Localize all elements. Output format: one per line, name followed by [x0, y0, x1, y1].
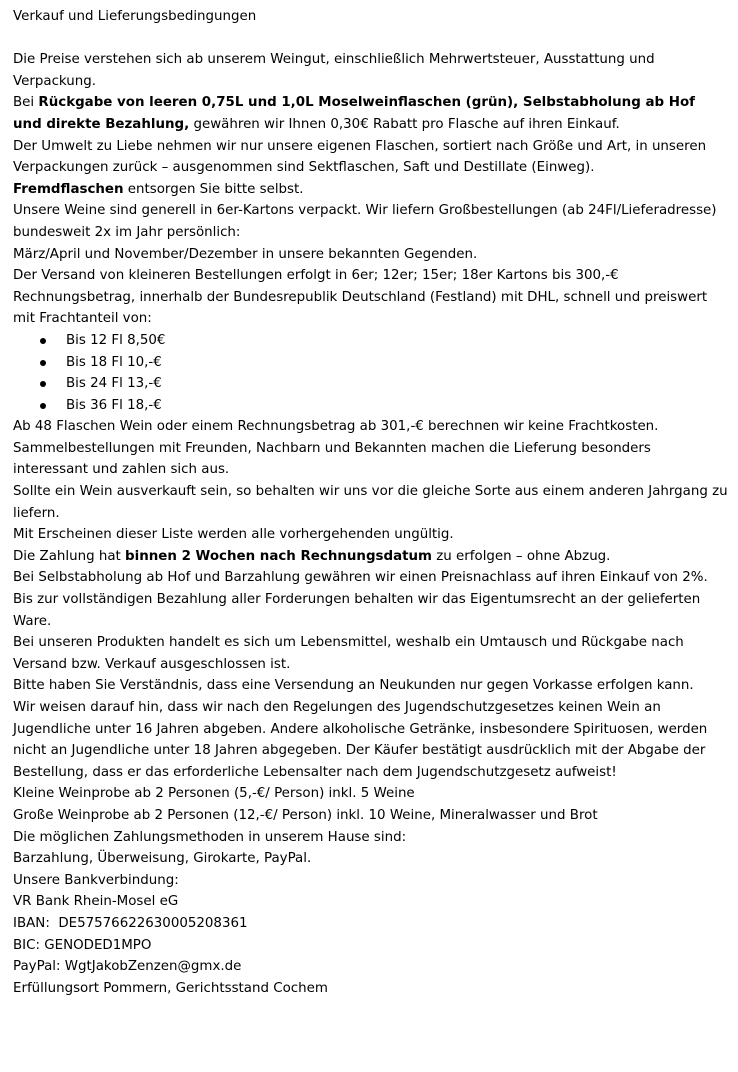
payment-methods-line: Barzahlung, Überweisung, Girokarte, PayPal. [13, 851, 312, 867]
payment-bold: binnen 2 Wochen nach Rechnungsdatum [125, 548, 433, 564]
ownership-paragraph: Bis zur vollständigen Bezahlung aller Forderungen behalten wir das Eigentumsrecht an der gelieferten Ware. [13, 592, 701, 629]
validity-paragraph: Mit Erscheinen dieser Liste werden alle vorhergehenden ungültig. [13, 527, 454, 543]
payment-methods-intro: Die möglichen Zahlungsmethoden in unserem Hause sind: [13, 829, 407, 845]
bullet-icon [40, 360, 46, 366]
bullet-icon [40, 403, 46, 409]
rebate-bold: Rückgabe von leeren 0,75L und 1,0L Moselweinflaschen (grün), Selbstabholung ab Hof und direkte Bezahlung, [13, 95, 695, 132]
group-orders-paragraph: Sammelbestellungen mit Freunden, Nachbarn und Bekannten machen die Lieferung besonders interessant und zahlen sich aus. [13, 440, 651, 478]
payment-terms-paragraph [13, 546, 728, 568]
cash-discount-paragraph: Bei Selbstabholung ab Hof und Barzahlung gewähren wir einen Preisnachlass auf ihren Einkauf von 2%. [13, 570, 708, 586]
shipping-rate-item [13, 373, 728, 395]
large-tasting-line: Große Weinprobe ab 2 Personen (12,-€/ Person) inkl. 10 Weine, Mineralwasser und Brot [13, 807, 598, 823]
bank-name: VR Bank Rhein-Mosel eG [13, 894, 179, 910]
prepayment-paragraph: Bitte haben Sie Verständnis, dass eine Versendung an Neukunden nur gegen Vorkasse erfolgen kann. [13, 678, 694, 694]
shipping-rate-label: Bis 24 Fl 13,-€ [66, 376, 162, 392]
payment-suffix: zu erfolgen – ohne Abzug. [432, 548, 611, 564]
bullet-icon [40, 338, 46, 344]
no-return-paragraph: Bei unseren Produkten handelt es sich um Lebensmittel, weshalb ein Umtausch und Rückgabe nach Versand bzw. Verkauf ausgeschlossen ist. [13, 635, 684, 672]
foreign-bottles-bold: Fremdflaschen [13, 181, 124, 197]
blank-line [13, 28, 728, 50]
shipping-rate-label: Bis 36 Fl 18,-€ [66, 397, 162, 413]
shipping-rate-label: Bis 18 Fl 10,-€ [66, 354, 162, 370]
foreign-bottles-suffix: entsorgen Sie bitte selbst. [123, 181, 304, 197]
document-title: Verkauf und Lieferungsbedingungen [13, 9, 257, 24]
bank-heading: Unsere Bankverbindung: [13, 872, 179, 888]
bic-line: BIC: GENODED1MPO [13, 937, 152, 953]
rebate-suffix: gewähren wir Ihnen 0,30€ Rabatt pro Flasche auf ihren Einkauf. [189, 116, 620, 132]
environment-paragraph: Der Umwelt zu Liebe nehmen wir nur unsere eigenen Flaschen, sortiert nach Größe und Art, in unseren Verpackungen zurück – ausgenommen sind Sektflaschen, Saft und Destillate (Einweg). [13, 138, 707, 176]
iban-line: IBAN: DE57576622630005208361 [13, 915, 248, 931]
payment-prefix: Die Zahlung hat [13, 548, 126, 564]
shipping-rate-item [13, 330, 728, 352]
foreign-bottles-paragraph [13, 179, 728, 201]
paypal-line: PayPal: WgtJakobZenzen@gmx.de [13, 959, 242, 975]
delivery-months-paragraph: März/April und November/Dezember in unsere bekannten Gegenden. [13, 246, 478, 262]
jurisdiction-line: Erfüllungsort Pommern, Gerichtsstand Cochem [13, 980, 328, 996]
small-tasting-line: Kleine Weinprobe ab 2 Personen (5,-€/ Person) inkl. 5 Weine [13, 786, 415, 802]
free-shipping-paragraph: Ab 48 Flaschen Wein oder einem Rechnungsbetrag ab 301,-€ berechnen wir keine Frachtkosten. [13, 419, 659, 435]
shipping-rate-item [13, 352, 728, 374]
prices-paragraph: Die Preise verstehen sich ab unserem Weingut, einschließlich Mehrwertsteuer, Ausstattung und Verpackung. [13, 52, 655, 89]
bullet-icon [40, 381, 46, 387]
shipping-rate-label: Bis 12 Fl 8,50€ [66, 332, 166, 348]
shipping-rate-item [13, 395, 728, 417]
shipping-paragraph: Der Versand von kleineren Bestellungen erfolgt in 6er; 12er; 15er; 18er Kartons bis 300,-€ Rechnungsbetrag, innerhalb der Bundesrepublik Deutschland (Festland) mit DHL, schnell und preiswert mit Frachtanteil von: [13, 268, 708, 327]
shipping-rates-list [13, 330, 728, 416]
rebate-paragraph [13, 92, 728, 135]
rebate-prefix: Bei [13, 95, 39, 111]
youth-protection-paragraph: Wir weisen darauf hin, dass wir nach den Regelungen des Jugendschutzgesetzes keinen Wein an Jugendliche unter 16 Jahren abgeben. Andere alkoholische Getränke, insbesondere Spirituosen, werden nicht an Jugendliche unter 18 Jahren abgegeben. Der Käufer bestätigt ausdrücklich mit der Abgabe der Bestellung, dass er das erforderliche Lebensalter nach dem Jugendschutzgesetz aufweist! [13, 700, 708, 780]
sold-out-paragraph: Sollte ein Wein ausverkauft sein, so behalten wir uns vor die gleiche Sorte aus einem anderen Jahrgang zu liefern. [13, 484, 728, 521]
cartons-paragraph: Unsere Weine sind generell in 6er-Kartons verpackt. Wir liefern Großbestellungen (ab 24Fl/Lieferadresse) bundesweit 2x im Jahr persönlich: [13, 203, 717, 240]
